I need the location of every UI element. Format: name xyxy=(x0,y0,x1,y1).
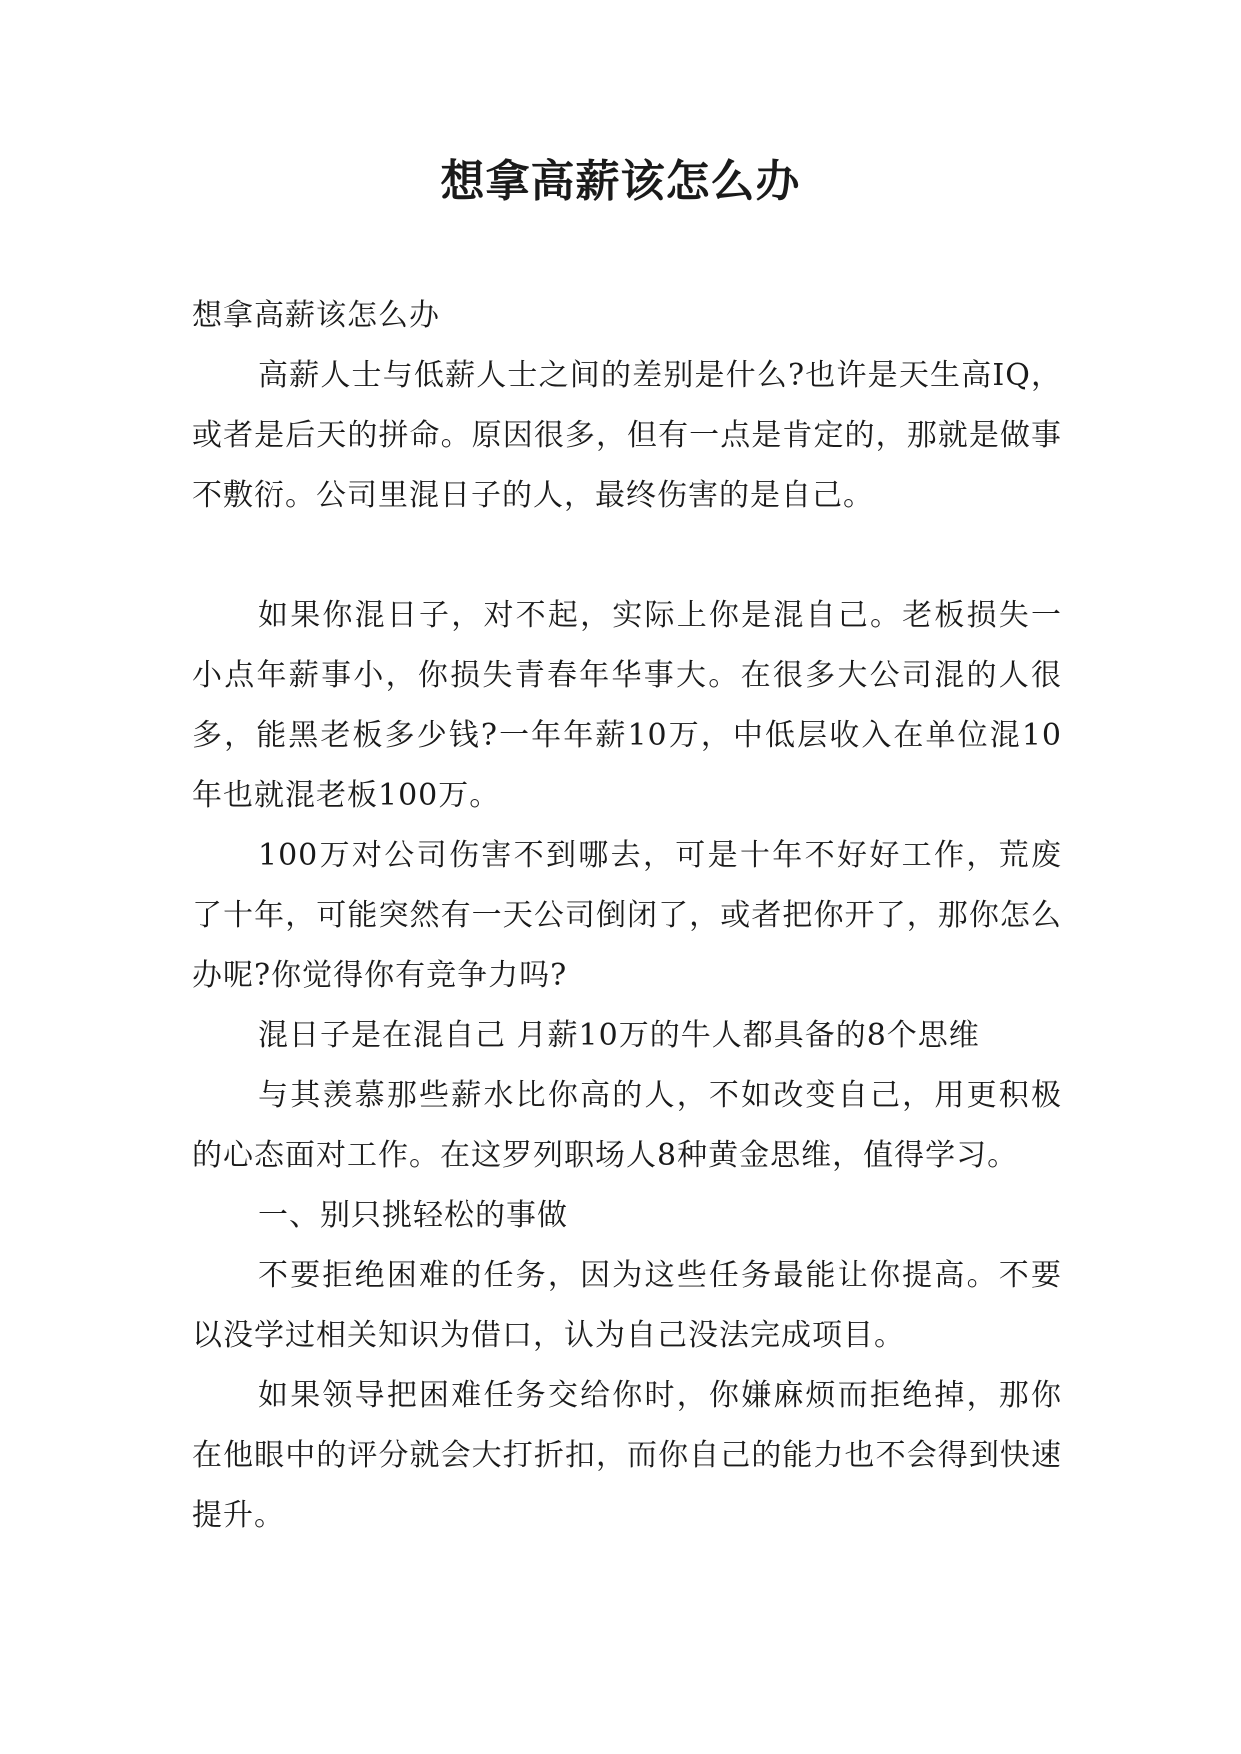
section-heading: 一、别只挑轻松的事做 xyxy=(258,1198,568,1233)
document-body xyxy=(192,286,1062,1546)
document-title: 想拿高薪该怎么办 xyxy=(440,156,801,207)
paragraph-gap xyxy=(192,526,1062,586)
paragraph: 100万对公司伤害不到哪去，可是十年不好好工作，荒废了十年，可能突然有一天公司倒闭了，或者把你开了，那你怎么办呢?你觉得你有竞争力吗? xyxy=(192,838,1062,993)
paragraph: 与其羡慕那些薪水比你高的人，不如改变自己，用更积极的心态面对工作。在这罗列职场人8种黄金思维，值得学习。 xyxy=(192,1078,1062,1173)
paragraph: 如果领导把困难任务交给你时，你嫌麻烦而拒绝掉，那你在他眼中的评分就会大打折扣，而你自己的能力也不会得到快速提升。 xyxy=(192,1378,1062,1533)
paragraph: 不要拒绝困难的任务，因为这些任务最能让你提高。不要以没学过相关知识为借口，认为自己没法完成项目。 xyxy=(192,1258,1062,1353)
paragraph: 如果你混日子，对不起，实际上你是混自己。老板损失一小点年薪事小，你损失青春年华事大。在很多大公司混的人很多，能黑老板多少钱?一年年薪10万，中低层收入在单位混10年也就混老板100万。 xyxy=(192,598,1062,813)
section-heading: 混日子是在混自己 月薪10万的牛人都具备的8个思维 xyxy=(258,1018,980,1053)
paragraph: 高薪人士与低薪人士之间的差别是什么?也许是天生高IQ，或者是后天的拼命。原因很多，但有一点是肯定的，那就是做事不敷衍。公司里混日子的人，最终伤害的是自己。 xyxy=(192,358,1062,513)
document-subtitle: 想拿高薪该怎么办 xyxy=(192,298,440,333)
